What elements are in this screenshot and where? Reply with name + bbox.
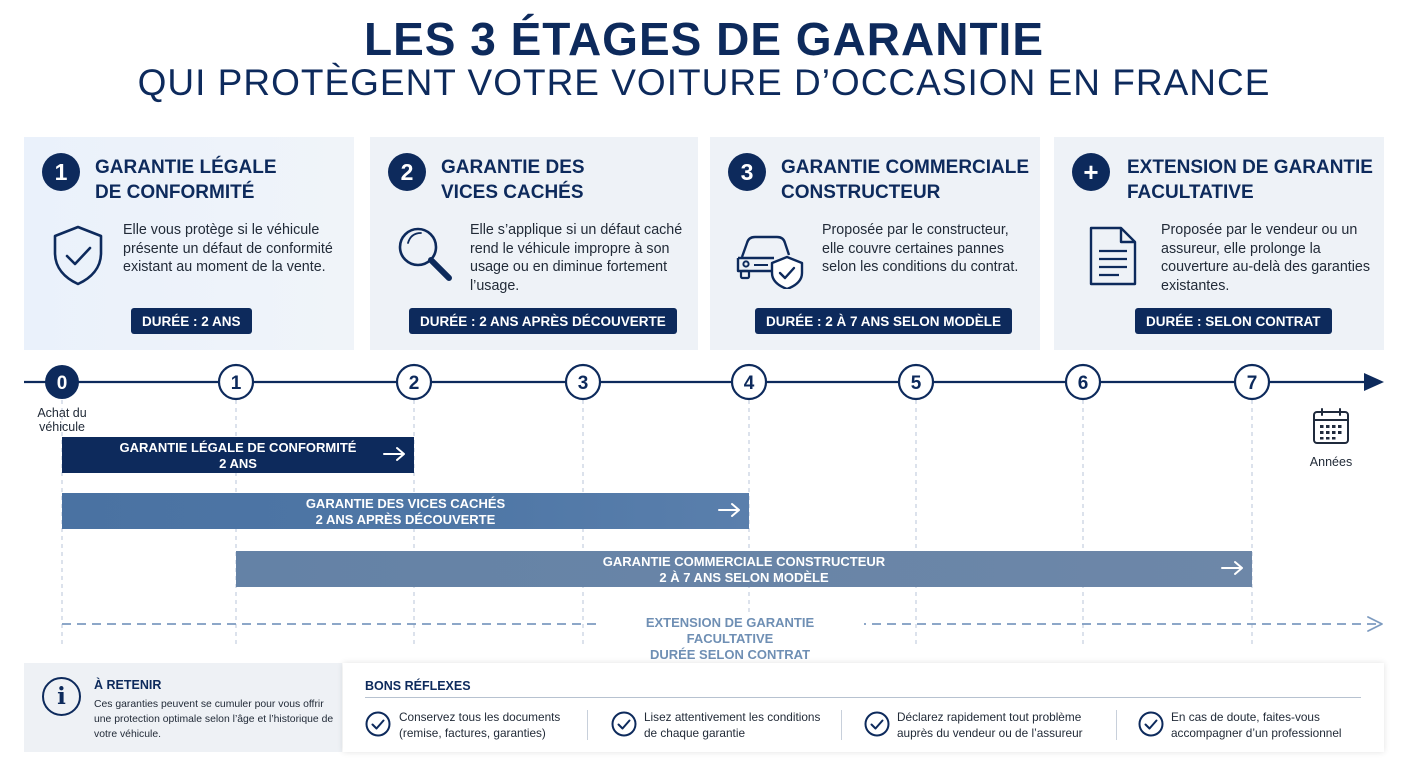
card-description: Elle s’applique si un défaut caché rend le véhicule impropre à son usage ou en diminue fortement l’usage. <box>470 222 683 294</box>
card-title: GARANTIE LÉGALE DE CONFORMITÉ <box>95 157 277 203</box>
check-circle-icon <box>365 711 391 737</box>
duration-badge: DURÉE : 2 ANS <box>131 308 252 334</box>
card-description: Proposée par le constructeur, elle couvre certaines pannes selon les conditions du contrat. <box>822 222 1019 275</box>
timeline-tick-label: 6 <box>1077 373 1089 394</box>
check-circle-icon <box>864 711 890 737</box>
timeline-tick-label: 0 <box>56 373 68 394</box>
reflexes-title: BONS RÉFLEXES <box>365 679 471 693</box>
divider <box>1116 710 1117 740</box>
card-title: GARANTIE DES VICES CACHÉS <box>441 157 585 203</box>
arrow-right-icon <box>717 501 743 519</box>
divider <box>587 710 588 740</box>
card-description: Elle vous protège si le véhicule présente un défaut de conformité existant au moment de la vente. <box>123 222 333 275</box>
bar-label-line2: 2 ANS APRÈS DÉCOUVERTE <box>315 511 496 527</box>
check-circle-icon <box>1138 711 1164 737</box>
start-label: Achat du véhicule <box>37 406 87 434</box>
bar-label-line1: GARANTIE DES VICES CACHÉS <box>305 496 506 511</box>
reflex-item-text: En cas de doute, faites-vous accompagner d’un professionnel <box>1171 710 1342 740</box>
reflex-item-text: Déclarez rapidement tout problème auprès du vendeur ou de l’assureur <box>897 710 1083 740</box>
card-description: Proposée par le vendeur ou un assureur, elle prolonge la couverture au-delà des garanties existantes. <box>1161 222 1371 294</box>
divider <box>841 710 842 740</box>
card-title: GARANTIE COMMERCIALE CONSTRUCTEUR <box>781 157 1030 203</box>
bar-manufacturer-warranty <box>236 551 1252 587</box>
reflex-item-text: Conservez tous les documents (remise, factures, garanties) <box>399 710 561 740</box>
magnifier-icon <box>394 221 454 285</box>
car-shield-icon <box>734 227 806 289</box>
bar-label-line2: 2 À 7 ANS SELON MODÈLE <box>659 569 829 585</box>
check-circle-icon <box>611 711 637 737</box>
timeline-axis-arrow <box>1364 373 1384 391</box>
page-subtitle: QUI PROTÈGENT VOTRE VOITURE D’OCCASION EN FRANCE <box>137 62 1271 103</box>
card-optional-extension <box>1054 137 1384 350</box>
card-number-badge: 3 <box>728 153 766 191</box>
retain-box <box>24 663 342 752</box>
arrow-right-icon <box>382 445 408 463</box>
info-icon: i <box>42 677 81 716</box>
timeline-tick-label: 3 <box>577 373 589 394</box>
duration-badge: DURÉE : SELON CONTRAT <box>1135 308 1332 334</box>
arrow-right-icon <box>1220 559 1246 577</box>
bar-label-line2: DURÉE SELON CONTRAT <box>649 647 811 662</box>
timeline-tick-label: 1 <box>230 373 242 394</box>
bar-label-line2: 2 ANS <box>219 455 257 471</box>
card-number-badge: 2 <box>388 153 426 191</box>
bar-hidden-defects <box>62 493 749 529</box>
duration-badge: DURÉE : 2 À 7 ANS SELON MODÈLE <box>755 308 1012 334</box>
duration-badge: DURÉE : 2 ANS APRÈS DÉCOUVERTE <box>409 308 677 334</box>
bar-label-line1: GARANTIE COMMERCIALE CONSTRUCTEUR <box>602 554 886 569</box>
bar-optional-extension-label <box>596 615 864 663</box>
bar-label-line1: EXTENSION DE GARANTIE FACULTATIVE <box>645 615 815 646</box>
bar-legal-conformity <box>62 437 414 473</box>
axis-unit-label: Années <box>1309 455 1353 469</box>
reflexes-box <box>343 663 1384 752</box>
reflex-item-text: Lisez attentivement les conditions de chaque garantie <box>644 710 821 740</box>
retain-text: Ces garanties peuvent se cumuler pour vous offrir une protection optimale selon l’âge et l’historique de votre véhicule. <box>94 699 334 740</box>
page-title: LES 3 ÉTAGES DE GARANTIE <box>363 13 1045 65</box>
timeline-tick-label: 4 <box>743 373 755 394</box>
calendar-icon <box>1312 407 1350 445</box>
card-hidden-defects <box>370 137 698 350</box>
shield-check-icon <box>48 223 108 287</box>
timeline-tick-label: 2 <box>408 373 420 394</box>
card-legal-conformity <box>24 137 354 350</box>
document-icon <box>1087 225 1139 287</box>
timeline-tick-label: 5 <box>910 373 922 394</box>
divider <box>365 697 1361 698</box>
timeline-tick-label: 7 <box>1246 373 1258 394</box>
card-number-badge: + <box>1072 153 1110 191</box>
retain-title: À RETENIR <box>94 678 162 692</box>
card-number-badge: 1 <box>42 153 80 191</box>
card-title: EXTENSION DE GARANTIE FACULTATIVE <box>1127 157 1373 203</box>
bar-label-line1: GARANTIE LÉGALE DE CONFORMITÉ <box>119 440 357 455</box>
card-manufacturer-warranty <box>710 137 1040 350</box>
